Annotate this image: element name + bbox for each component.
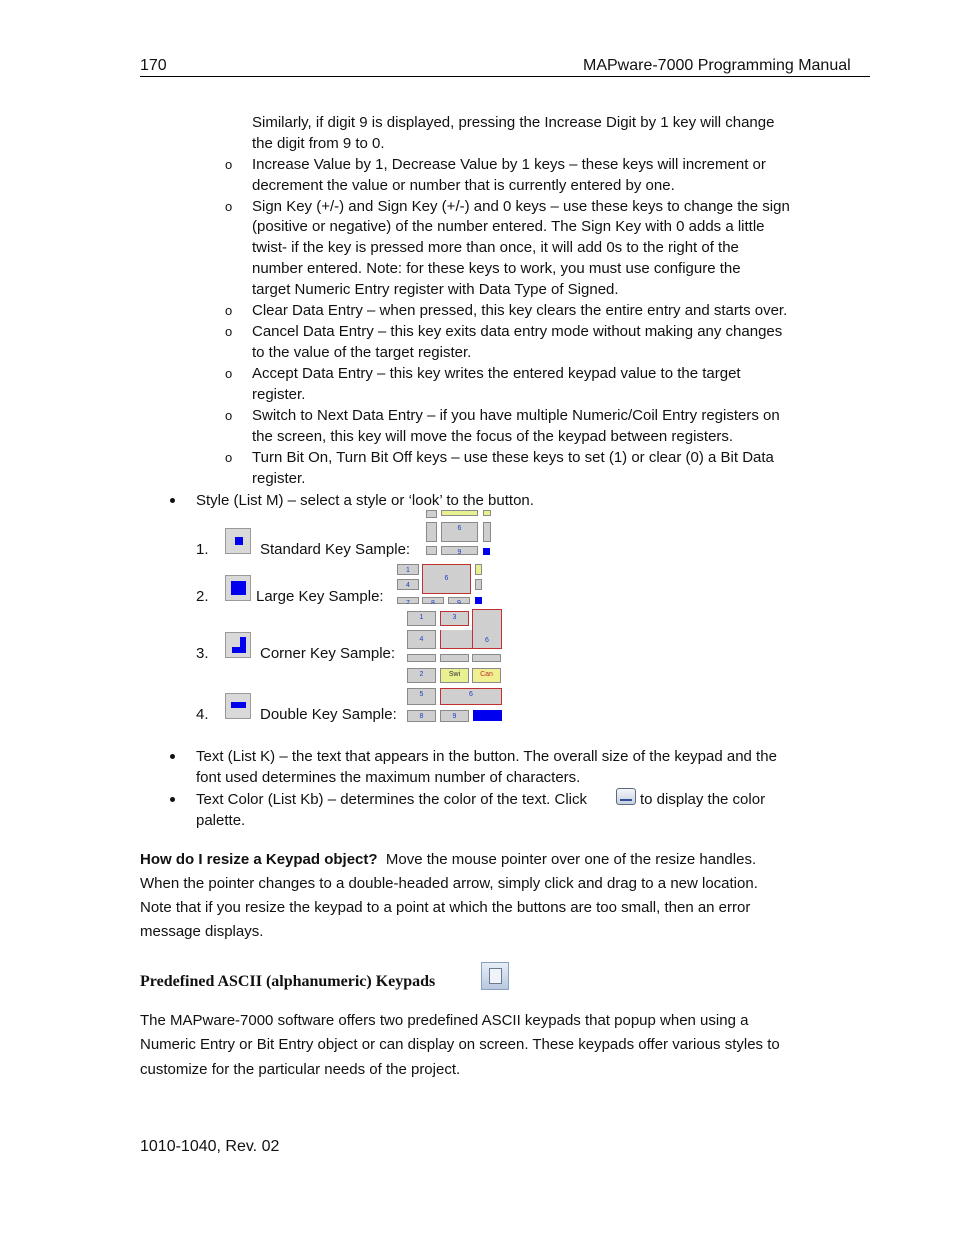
- sample-key: Can: [472, 668, 501, 683]
- sample-key: [440, 630, 473, 649]
- sample-key: 6: [472, 609, 502, 649]
- sub-item-6-line-1: the screen, this key will move the focus of the keypad between registers.: [252, 428, 734, 445]
- header-rule: [140, 76, 870, 77]
- sample-key: 9: [448, 597, 470, 604]
- sample-key: 6: [440, 688, 502, 705]
- sample-key: Swi: [440, 668, 469, 683]
- sample-key: 9: [440, 710, 469, 722]
- sample-key-marker: [483, 548, 490, 555]
- sample-key: 3: [440, 611, 469, 626]
- sample-key: 4: [407, 630, 436, 649]
- corner-key-sample: [404, 607, 508, 662]
- sub-bullet: o: [225, 324, 233, 339]
- document-revision: 1010-1040, Rev. 02: [140, 1138, 280, 1155]
- standard-key-sample: [425, 510, 491, 555]
- double-key-sample: [404, 664, 508, 722]
- sub-item-3-line-0: Clear Data Entry – when pressed, this key clears the entire entry and starts over.: [252, 302, 788, 319]
- sample-key: [441, 510, 478, 516]
- standard-key-icon: [225, 528, 251, 554]
- sub-bullet: o: [225, 366, 233, 381]
- resize-answer-start: Move the mouse pointer over one of the resize handles.: [377, 851, 757, 868]
- sample-key: 5: [407, 688, 436, 705]
- sample-key: 4: [397, 579, 419, 590]
- large-key-icon: [225, 575, 251, 601]
- resize-line-0: [140, 848, 756, 872]
- sub-item-1-line-0: Increase Value by 1, Decrease Value by 1 keys – these keys will increment or: [252, 156, 766, 173]
- resize-line-2: Note that if you resize the keypad to a point at which the buttons are too small, then an error: [140, 899, 751, 916]
- sub-bullet: o: [225, 303, 233, 318]
- sub-item-7-line-0: Turn Bit On, Turn Bit Off keys – use these keys to set (1) or clear (0) a Bit Data: [252, 449, 774, 466]
- sub-item-2-line-3: number entered. Note: for these keys to work, you must use configure the: [252, 260, 741, 277]
- bullet-dot: [170, 754, 175, 759]
- section-heading: Predefined ASCII (alphanumeric) Keypads: [140, 973, 436, 990]
- resize-line-1: When the pointer changes to a double-headed arrow, simply click and drag to a new location.: [140, 875, 758, 892]
- sample-key: [475, 579, 482, 590]
- sample-key: 1: [407, 611, 436, 626]
- calculator-icon: [481, 962, 509, 990]
- sub-item-2-line-2: twist- if the key is pressed more than once, it will add 0s to the right of the: [252, 239, 739, 256]
- sub-item-2-line-4: target Numeric Entry register with Data Type of Signed.: [252, 281, 619, 298]
- page-number: 170: [140, 57, 167, 74]
- resize-line-3: message displays.: [140, 923, 264, 940]
- sub-item-2-line-0: Sign Key (+/-) and Sign Key (+/-) and 0 keys – use these keys to change the sign: [252, 198, 790, 215]
- sub-bullet: o: [225, 408, 233, 423]
- sample-key: 6: [422, 564, 471, 594]
- sample-key: [407, 654, 436, 662]
- bullet-dot: [170, 498, 175, 503]
- sub-item-0-line-0: Similarly, if digit 9 is displayed, pressing the Increase Digit by 1 key will change: [252, 114, 775, 131]
- bullet-dot: [170, 797, 175, 802]
- manual-title: MAPware-7000 Programming Manual: [583, 57, 851, 74]
- sample-key-marker: [473, 710, 502, 721]
- style-1-number: 1.: [196, 541, 209, 558]
- style-2-number: 2.: [196, 588, 209, 605]
- corner-key-icon: [225, 632, 251, 658]
- sub-item-4-line-0: Cancel Data Entry – this key exits data entry mode without making any changes: [252, 323, 783, 340]
- sample-key: [426, 522, 437, 542]
- style-3-number: 3.: [196, 645, 209, 662]
- sub-item-2-line-1: (positive or negative) of the number entered. The Sign Key with 0 adds a little: [252, 218, 765, 235]
- sample-key: [426, 510, 437, 518]
- section-body-line-1: Numeric Entry or Bit Entry object or can display on screen. These keypads offer various styles to: [140, 1036, 780, 1053]
- section-body-line-2: customize for the particular needs of the project.: [140, 1061, 461, 1078]
- sample-key: 7: [397, 597, 419, 604]
- sample-key-marker: [475, 597, 482, 604]
- sub-bullet: o: [225, 450, 233, 465]
- sub-item-6-line-0: Switch to Next Data Entry – if you have multiple Numeric/Coil Entry registers on: [252, 407, 780, 424]
- sample-key: [483, 522, 491, 542]
- text-bullet-line-1: font used determines the maximum number of characters.: [196, 769, 581, 786]
- sub-item-5-line-1: register.: [252, 386, 306, 403]
- large-key-sample: [396, 562, 484, 604]
- sub-item-0-line-1: the digit from 9 to 0.: [252, 135, 385, 152]
- style-3-label: Corner Key Sample:: [260, 645, 396, 662]
- text-color-bullet-start: Text Color (List Kb) – determines the color of the text. Click: [196, 791, 587, 808]
- sample-key: [440, 654, 469, 662]
- style-2-label: Large Key Sample:: [256, 588, 384, 605]
- sample-key: [475, 564, 482, 575]
- style-1-label: Standard Key Sample:: [260, 541, 411, 558]
- sub-item-5-line-0: Accept Data Entry – this key writes the entered keypad value to the target: [252, 365, 741, 382]
- text-color-bullet-end: to display the color: [640, 791, 766, 808]
- sample-key: 2: [407, 668, 436, 683]
- sample-key: 1: [397, 564, 419, 575]
- sub-bullet: o: [225, 157, 233, 172]
- text-bullet-line-0: Text (List K) – the text that appears in the button. The overall size of the keypad and the: [196, 748, 777, 765]
- text-color-bullet-line-2: palette.: [196, 812, 246, 829]
- sample-key: 9: [441, 546, 478, 555]
- style-4-label: Double Key Sample:: [260, 706, 397, 723]
- double-key-icon: [225, 693, 251, 719]
- style-bullet-text: Style (List M) – select a style or ‘look’ to the button.: [196, 492, 534, 509]
- sample-key: [483, 510, 491, 516]
- sub-bullet: o: [225, 199, 233, 214]
- sample-key: 6: [441, 522, 478, 542]
- sub-item-4-line-1: to the value of the target register.: [252, 344, 472, 361]
- color-palette-icon[interactable]: [616, 788, 636, 805]
- sub-item-1-line-1: decrement the value or number that is currently entered by one.: [252, 177, 675, 194]
- section-body-line-0: The MAPware-7000 software offers two predefined ASCII keypads that popup when using a: [140, 1012, 749, 1029]
- sub-item-7-line-1: register.: [252, 470, 306, 487]
- sample-key: 8: [422, 597, 444, 604]
- resize-question: How do I resize a Keypad object?: [140, 851, 378, 868]
- style-4-number: 4.: [196, 706, 209, 723]
- sample-key: [472, 654, 501, 662]
- sample-key: [426, 546, 437, 555]
- sample-key: 8: [407, 710, 436, 722]
